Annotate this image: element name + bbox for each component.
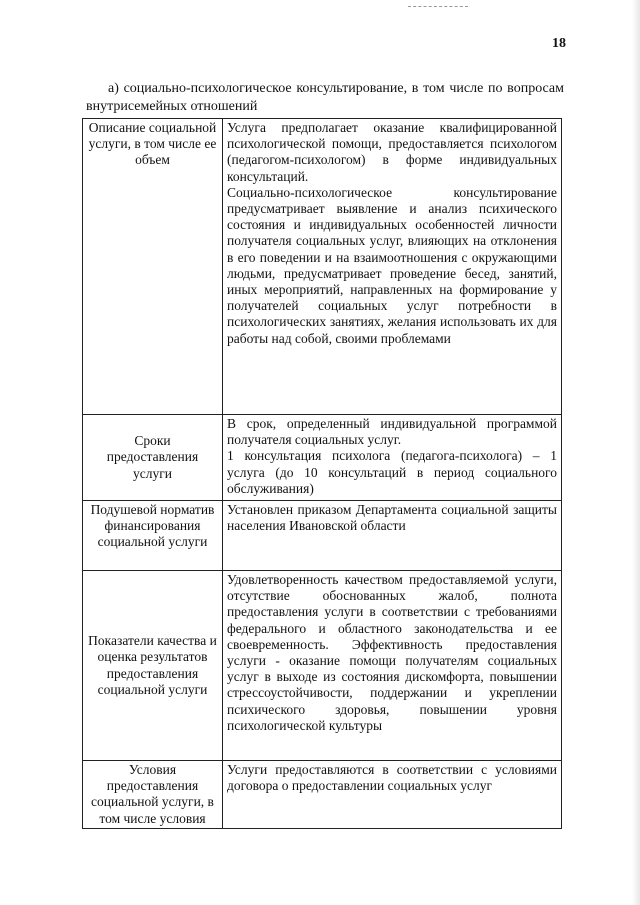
service-description-table — [82, 118, 562, 829]
row-value — [223, 761, 562, 829]
value-paragraph: Услуги предоставляются в соответствии с условиями договора о предоставлении социальных услуг — [227, 762, 557, 794]
row-label: Условия предоставления социальной услуги, в том числе условия — [83, 761, 223, 829]
row-value — [223, 571, 562, 761]
value-paragraph: Удовлетворенность качеством предоставляемой услуги, отсутствие обоснованных жалоб, полнота предоставления услуги в соответствии с требованиями федерального и областного законодательства и ее своевременность. Эффективность предоставления услуги - оказание помощи получателям социальных услуг в выходе из состояния дискомфорта, повышении стрессоустойчивости, поддержании и укреплении психического здоровья, повышении уровня психологической культуры — [227, 572, 557, 733]
row-label: Подушевой норматив финансирования социальной услуги — [83, 501, 223, 571]
value-paragraph: 1 консультация психолога (педагога-психолога) – 1 услуга (до 10 консультаций в период социального обслуживания) — [227, 448, 557, 496]
page-number: 18 — [552, 36, 566, 51]
value-paragraph: В срок, определенный индивидуальной программой получателя социальных услуг. — [227, 416, 557, 448]
row-label: Описание социальной услуги, в том числе ее объем — [83, 119, 223, 415]
value-paragraph: Услуга предполагает оказание квалифицированной психологической помощи, предоставляется психологом (педагогом-психологом) в форме индивидуальных консультаций. — [227, 120, 557, 184]
row-value — [223, 415, 562, 501]
row-value — [223, 119, 562, 415]
value-paragraph: Социально-психологическое консультирование предусматривает выявление и анализ психического состояния и индивидуальных особенностей личности получателя социальных услуг, влияющих на отклонения в его поведении и на взаимоотношения с окружающими людьми, предусматривает проведение бесед, занятий, иных мероприятий, направленных на формирование у получателей социальных услуг потребности в психологических занятиях, желания использовать их для работы над собой, своими проблемами — [227, 184, 557, 346]
table-row — [83, 761, 562, 829]
table-row — [83, 571, 562, 761]
value-paragraph: Установлен приказом Департамента социальной защиты населения Ивановской области — [227, 502, 557, 534]
row-label: Показатели качества и оценка результатов предоставления социальной услуги — [83, 571, 223, 761]
scan-edge-shadow — [632, 0, 640, 905]
row-value — [223, 501, 562, 571]
table-row — [83, 119, 562, 415]
row-label: Сроки предоставления услуги — [83, 415, 223, 501]
section-intro: а) социально-психологическое консультирование, в том числе по вопросам внутрисемейных отношений — [86, 81, 564, 114]
table-row — [83, 501, 562, 571]
scan-artifact — [408, 6, 468, 10]
table-row — [83, 415, 562, 501]
